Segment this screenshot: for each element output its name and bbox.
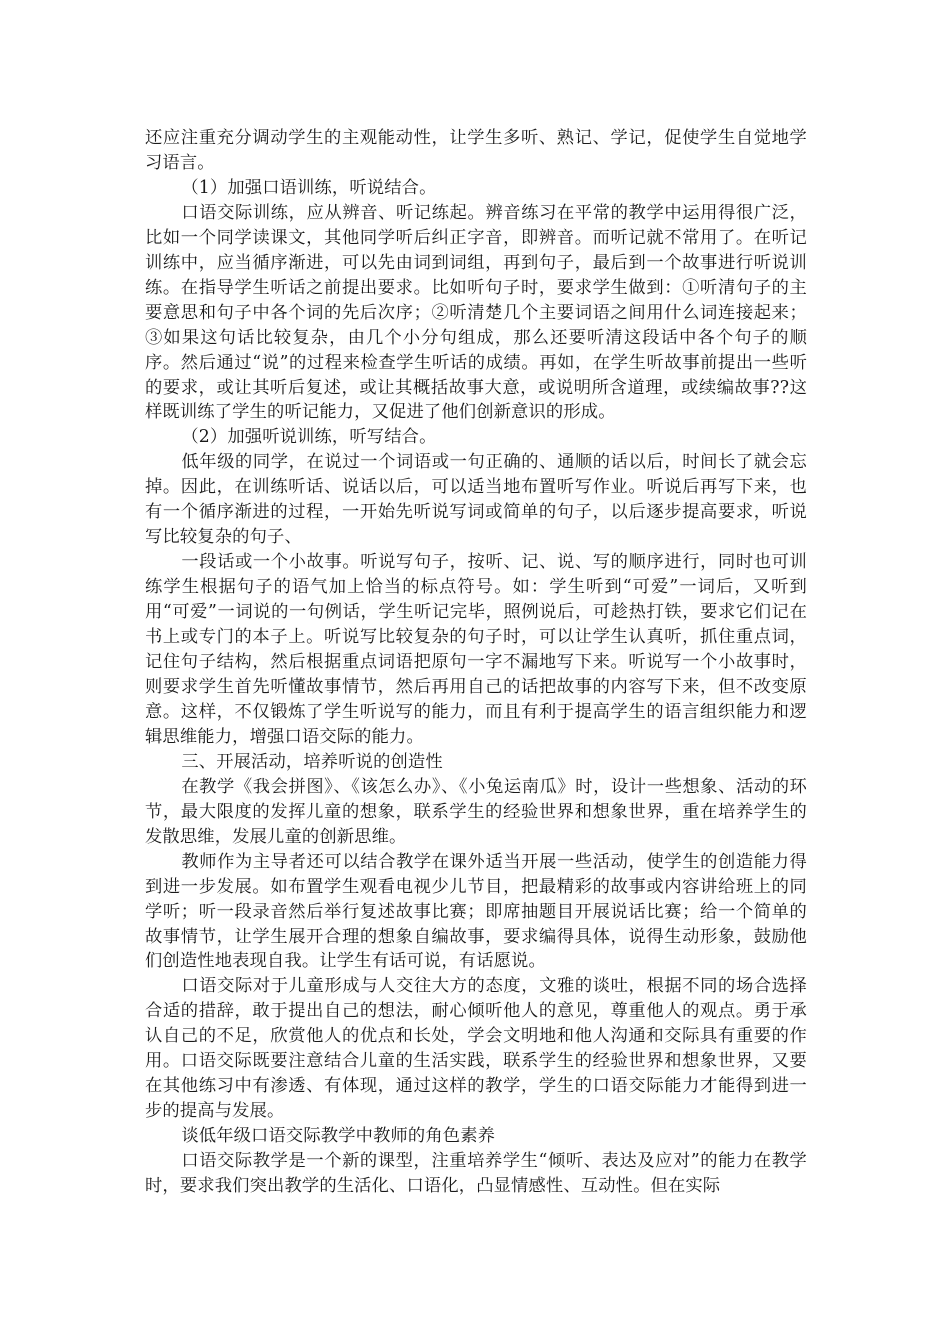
paragraph-teacher-guide: 教师作为主导者还可以结合教学在课外适当开展一些活动，使学生的创造能力得到进一步发展。如布置学生观看电视少儿节目，把最精彩的故事或内容讲给班上的同学听；听一段录音然后举行复述故事比赛；即席抽题目开展说话比赛；给一个简单的故事情节，让学生展开合理的想象自编故事，要求编得具体，说得生动形象，鼓励他们创造性地表现自我。让学生有话可说，有话愿说。 — [145, 851, 807, 972]
paragraph-low-grade: 低年级的同学，在说过一个词语或一句正确的、通顺的话以后，时间长了就会忘掉。因此，在训练听话、说话以后，可以适当地布置听写作业。听说后再写下来，也有一个循序渐进的过程，一开始先听说写词或简单的句子，以后逐步提高要求，听说写比较复杂的句子、 — [145, 452, 807, 548]
subheading-listening-speaking: （1）加强口语训练，听说结合。 — [181, 177, 437, 198]
document-page — [145, 126, 807, 1199]
paragraph-lessons: 在教学《我会拼图》、《该怎么办》、《小兔运南瓜》时，设计一些想象、活动的环节，最大限度的发挥儿童的想象，联系学生的经验世界和想象世界，重在培养学生的发散思维，发展儿童的创新思维。 — [145, 776, 807, 847]
section-heading-activities: 三、开展活动，培养听说的创造性 — [181, 751, 443, 772]
subheading-listening-writing: （2）加强听说训练，听写结合。 — [181, 427, 437, 448]
paragraph-sentence-writing: 一段话或一个小故事。听说写句子，按听、记、说、写的顺序进行，同时也可训练学生根据句子的语气加上恰当的标点符号。如：学生听到“可爱”一词后，又听到用“可爱”一词说的一句例话，学生听记完毕，照例说后，可趁热打铁，要求它们记在书上或专门的本子上。听说写比较复杂的句子时，可以让学生认真听，抓住重点词，记住句子结构，然后根据重点词语把原句一字不漏地写下来。听说写一个小故事时，则要求学生首先听懂故事情节，然后再用自己的话把故事的内容写下来，但不改变原意。这样，不仅锻炼了学生听说写的能力，而且有利于提高学生的语言组织能力和逻辑思维能力，增强口语交际的能力。 — [145, 552, 807, 747]
paragraph-oral-training: 口语交际训练，应从辨音、听记练起。辨音练习在平常的教学中运用得很广泛，比如一个同学读课文，其他同学听后纠正字音，即辨音。而听记就不常用了。在听记训练中，应当循序渐进，可以先由词到词组，再到句子，最后到一个故事进行听说训练。在指导学生听话之前提出要求。比如听句子时，要求学生做到：①听清句子的主要意思和句子中各个词的先后次序；②听清楚几个主要词语之间用什么词连接起来；③如果这句话比较复杂，由几个小分句组成，那么还要听清这段话中各个句子的顺序。然后通过“说”的过程来检查学生听话的成绩。再如，在学生听故事前提出一些听的要求，或让其听后复述，或让其概括故事大意，或说明所含道理，或续编故事??这样既训练了学生的听记能力，又促进了他们创新意识的形成。 — [145, 202, 807, 423]
paragraph-continuation: 还应注重充分调动学生的主观能动性，让学生多听、熟记、学记，促使学生自觉地学习语言。 — [145, 128, 807, 173]
article-title: 谈低年级口语交际教学中教师的角色素养 — [181, 1126, 496, 1147]
paragraph-new-lesson-type: 口语交际教学是一个新的课型，注重培养学生“倾听、表达及应对”的能力在教学时，要求我们突出教学的生活化、口语化，凸显情感性、互动性。但在实际 — [145, 1151, 807, 1197]
paragraph-oral-communication: 口语交际对于儿童形成与人交往大方的态度，文雅的谈吐，根据不同的场合选择合适的措辞，敢于提出自己的想法，耐心倾听他人的意见，尊重他人的观点。勇于承认自己的不足，欣赏他人的优点和长处，学会文明地和他人沟通和交际具有重要的作用。口语交际既要注意结合儿童的生活实践，联系学生的经验世界和想象世界，又要在其他练习中有渗透、有体现，通过这样的教学，学生的口语交际能力才能得到进一步的提高与发展。 — [145, 976, 807, 1122]
